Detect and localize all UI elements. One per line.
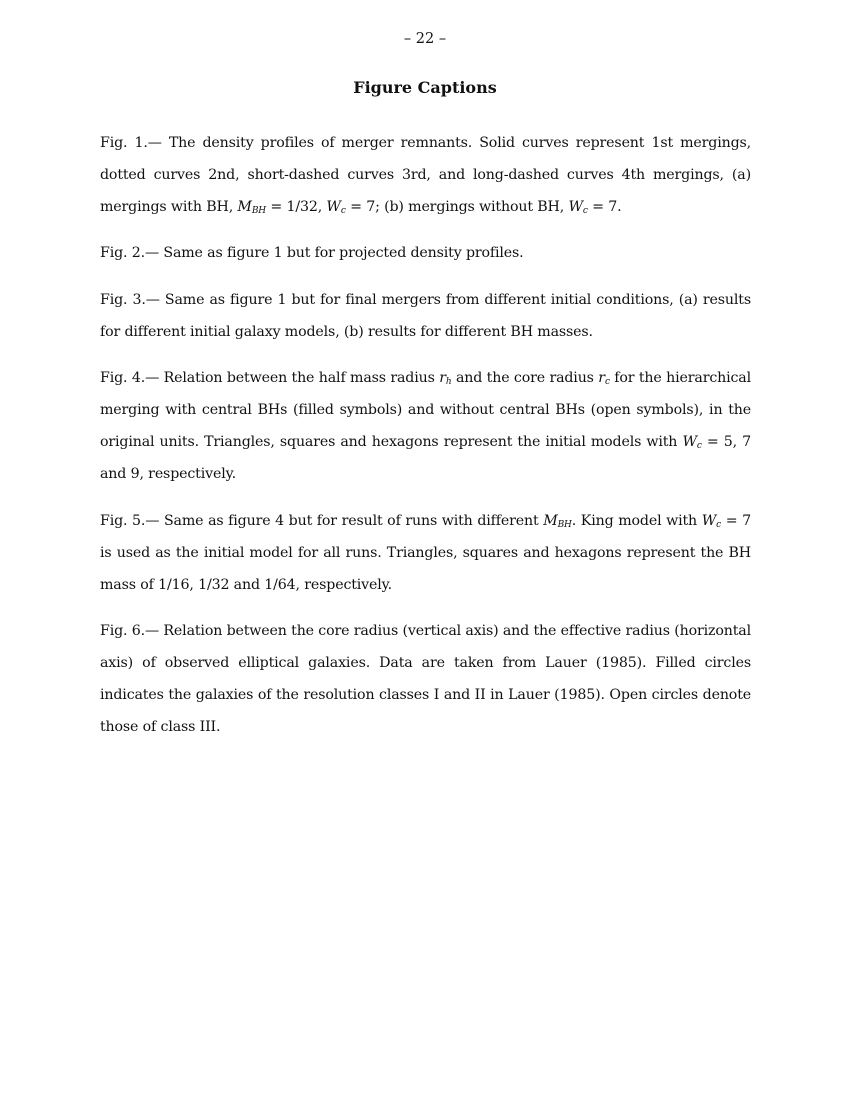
- figure-caption-1: Fig. 1.— The density profiles of merger remnants. Solid curves represent 1st mergings, dotted curves 2nd, short-dashed curves 3rd, and long-dashed curves 4th mergings, (a) mergings with BH, $M_{BH} = 1/32$, $W_c = 7$; (b) mergings without BH, $W_c = 7$.: [100, 135, 752, 216]
- caption-label: Fig. 2.—: [100, 245, 160, 261]
- caption-text: Same as figure 1 but for projected density profiles.: [159, 245, 524, 261]
- caption-text: Relation between the core radius (vertical axis) and the effective radius (horizontal axis) of observed elliptical galaxies. Data are taken from Lauer (1985). Filled circles indicates the galaxies of the resolution classes I and II in Lauer (1985). Open circles denote those of class III.: [100, 623, 751, 735]
- figure-caption-5: Fig. 5.— Same as figure 4 but for result of runs with different $M_{BH}$. King model with $W_c = 7$ is used as the initial model for all runs. Triangles, squares and hexagons represent the BH mass of 1/16, 1/32 and 1/64, respectively.: [100, 513, 751, 593]
- caption-text: Same as figure 1 but for final mergers from different initial conditions, (a) results for different initial galaxy models, (b) results for different BH masses.: [100, 292, 751, 340]
- caption-label: Fig. 3.—: [100, 292, 160, 308]
- caption-label: Fig. 6.—: [100, 623, 160, 639]
- figure-caption-2: [100, 237, 751, 269]
- figure-caption-3: [100, 284, 751, 348]
- figure-caption-4: Fig. 4.— Relation between the half mass radius $r_h$ and the core radius $r_c$ for the hierarchical merging with central BHs (filled symbols) and without central BHs (open symbols), in the original units. Triangles, squares and hexagons represent the initial models with $W_c = 5$, 7 and 9, respectively.: [100, 370, 751, 482]
- figure-caption-6: [100, 615, 751, 743]
- section-title: Figure Captions: [353, 78, 497, 97]
- page-number: – 22 –: [403, 31, 447, 47]
- caption-label: Fig. 1.—: [100, 135, 162, 151]
- caption-label: Fig. 5.—: [100, 513, 160, 529]
- caption-label: Fig. 4.—: [100, 370, 160, 386]
